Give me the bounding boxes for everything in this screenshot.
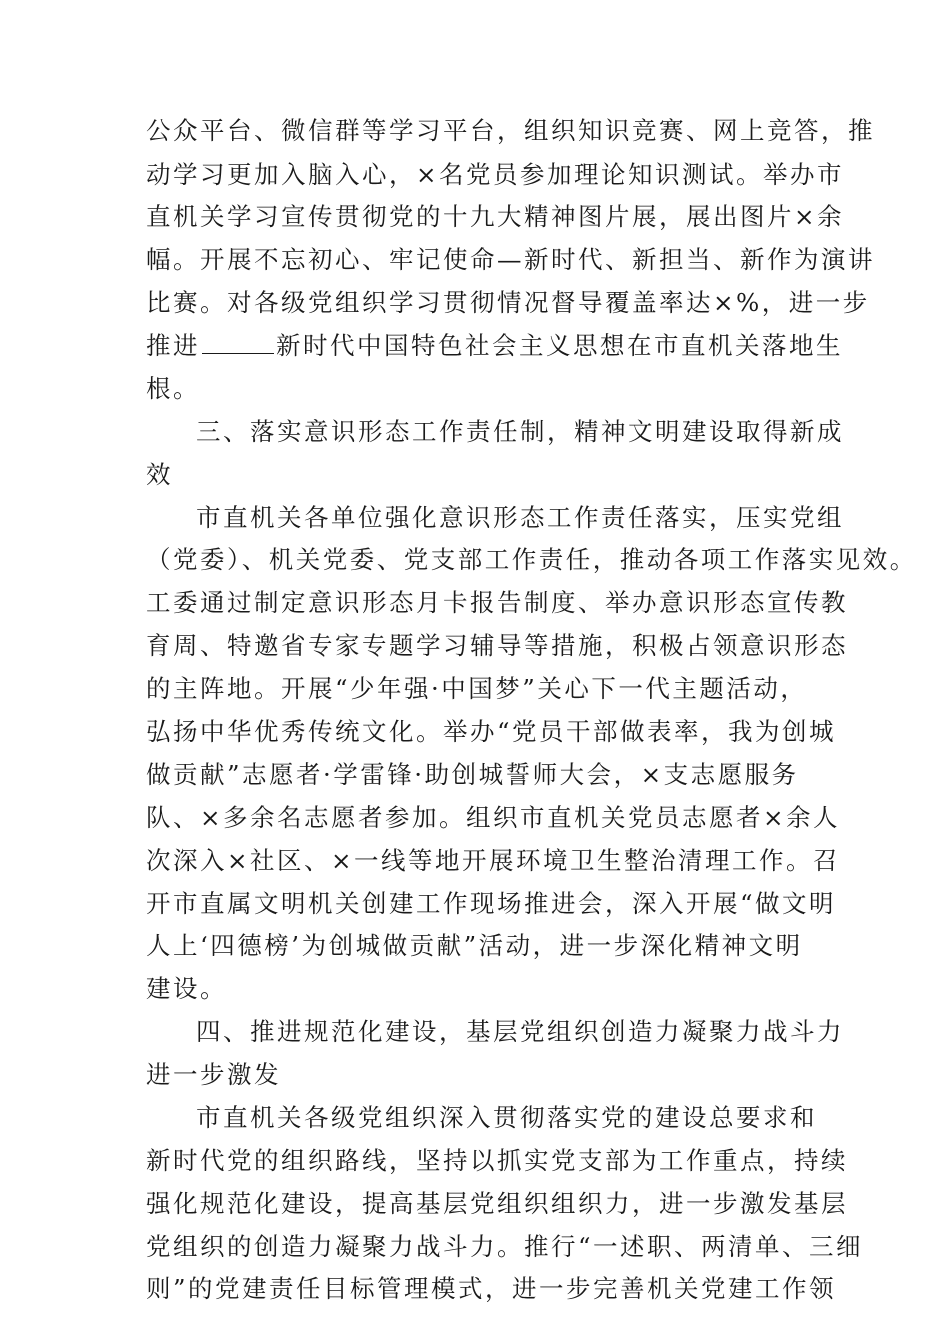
text-fragment: 推进: [146, 331, 200, 360]
body-text-line: 育周、特邀省专家专题学习辅导等措施，积极占领意识形态: [146, 631, 848, 660]
body-text-line: （党委）、机关党委、党支部工作责任，推动各项工作落实见效。: [146, 545, 917, 574]
body-text-line: 建设。: [146, 974, 227, 1003]
text-fragment: 新时代中国特色社会主义思想在市直机关落地生: [276, 331, 843, 360]
body-text-line: 直机关学习宣传贯彻党的十九大精神图片展，展出图片×余: [146, 202, 845, 231]
body-text-line: 工委通过制定意识形态月卡报告制度、举办意识形态宣传教: [146, 588, 848, 617]
body-text-line: 队、×多余名志愿者参加。组织市直机关党员志愿者×余人: [146, 803, 841, 832]
body-text-line: 幅。开展不忘初心、牢记使命—新时代、新担当、新作为演讲: [146, 245, 875, 274]
body-text-line: 强化规范化建设，提高基层党组织组织力，进一步激发基层: [146, 1189, 848, 1218]
body-text-line: 党组织的创造力凝聚力战斗力。推行“一述职、两清单、三细: [146, 1232, 864, 1261]
body-text-line: 弘扬中华优秀传统文化。举办“党员干部做表率，我为创城: [146, 717, 837, 746]
body-text-line: 市直机关各单位强化意识形态工作责任落实，压实党组: [196, 503, 844, 532]
body-text-line: 比赛。对各级党组织学习贯彻情况督导覆盖率达×%，进一步: [146, 288, 870, 317]
body-text-line: 新时代党的组织路线，坚持以抓实党支部为工作重点，持续: [146, 1146, 848, 1175]
body-text-line: 做贡献”志愿者·学雷锋·助创城誓师大会，×支志愿服务: [146, 760, 799, 789]
body-text-line: 次深入×社区、×一线等地开展环境卫生整治清理工作。召: [146, 846, 841, 875]
body-text-line: 的主阵地。开展“少年强·中国梦”关心下一代主题活动，: [146, 674, 808, 703]
body-text-line: 开市直属文明机关创建工作现场推进会，深入开展“做文明: [146, 889, 837, 918]
fill-in-blank: [202, 331, 274, 354]
section-heading-continued: 效: [146, 460, 173, 489]
body-text-line: 则”的党建责任目标管理模式，进一步完善机关党建工作领: [146, 1274, 837, 1303]
section-heading-continued: 进一步激发: [146, 1060, 281, 1089]
body-text-line: 根。: [146, 374, 200, 403]
section-heading: 四、推进规范化建设，基层党组织创造力凝聚力战斗力: [196, 1017, 844, 1046]
body-text-line: [146, 329, 843, 363]
body-text-line: 公众平台、微信群等学习平台，组织知识竞赛、网上竞答，推: [146, 116, 875, 145]
body-text-line: 人上‘四德榜’为创城做贡献”活动，进一步深化精神文明: [146, 931, 803, 960]
section-heading: 三、落实意识形态工作责任制，精神文明建设取得新成: [196, 417, 844, 446]
body-text-line: 动学习更加入脑入心，×名党员参加理论知识测试。举办市: [146, 160, 845, 189]
body-text-line: 市直机关各级党组织深入贯彻落实党的建设总要求和: [196, 1103, 817, 1132]
